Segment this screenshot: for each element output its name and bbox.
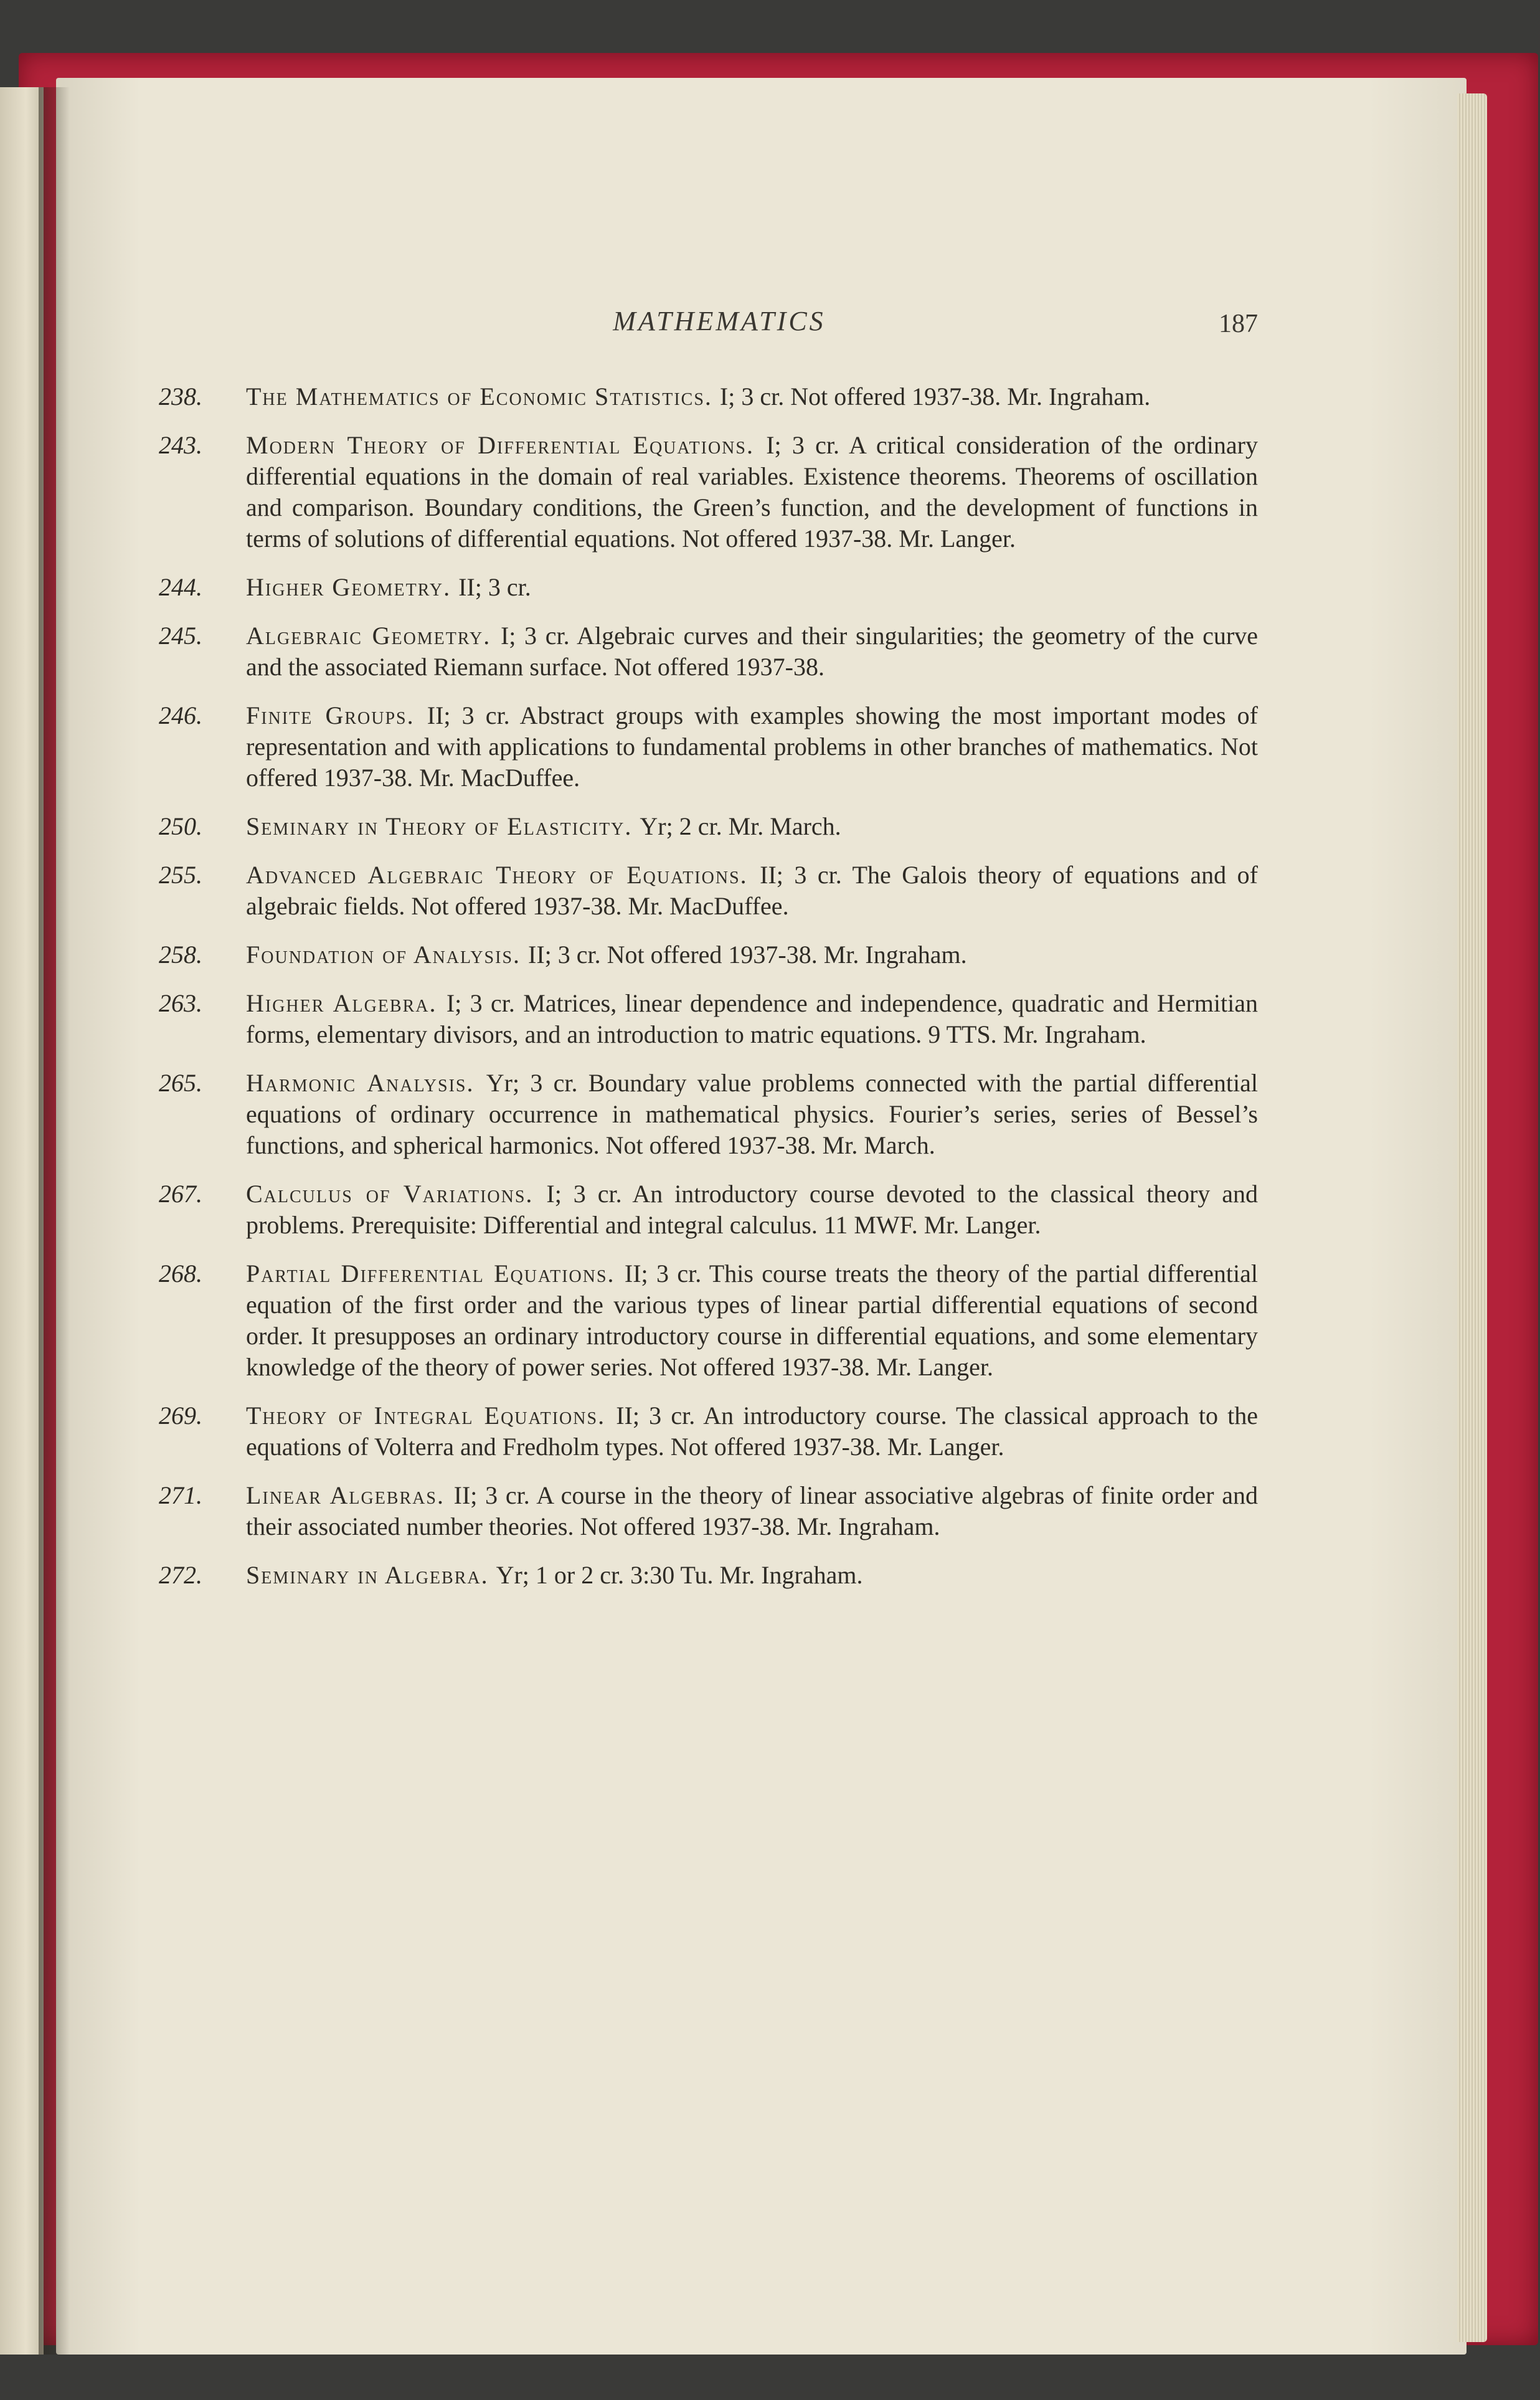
course-entry bbox=[159, 430, 1258, 554]
course-name: Partial Differential Equations. bbox=[246, 1259, 625, 1288]
course-entry bbox=[159, 1560, 1258, 1591]
course-entry bbox=[159, 1400, 1258, 1463]
course-entry bbox=[159, 860, 1258, 922]
course-name: Seminary in Theory of Elasticity. bbox=[246, 812, 640, 840]
course-name: Finite Groups. bbox=[246, 701, 427, 729]
course-number: 245. bbox=[159, 622, 202, 650]
course-description: II; 3 cr. bbox=[458, 573, 531, 601]
course-entry bbox=[159, 811, 1258, 842]
course-number: 258. bbox=[159, 941, 202, 969]
page-edges bbox=[1457, 93, 1487, 2342]
course-description: I; 3 cr. Algebraic curves and their singularities; the geometry of the curve and the associated Riemann surface. Not offered 1937-38. bbox=[246, 622, 1258, 681]
course-number: 244. bbox=[159, 573, 202, 601]
spine-shadow bbox=[39, 87, 70, 2355]
course-description: I; 3 cr. A critical consideration of the ordinary differential equations in the domain of real variables. Existence theorems. Theorems of oscillation and comparison. Boundary conditions, the Green’s function, and the development of functions in terms of solutions of differential equations. Not offered 1937-38. Mr. Langer. bbox=[246, 431, 1258, 553]
course-number: 255. bbox=[159, 861, 202, 889]
course-description: II; 3 cr. A course in the theory of linear associative algebras of finite order and their associated number theories. Not offered 1937-38. Mr. Ingraham. bbox=[246, 1481, 1258, 1540]
course-list bbox=[159, 381, 1258, 1608]
course-entry bbox=[159, 939, 1258, 970]
course-description: Yr; 2 cr. Mr. March. bbox=[640, 812, 841, 840]
course-description: II; 3 cr. Not offered 1937-38. Mr. Ingraham. bbox=[528, 941, 967, 969]
course-name: Linear Algebras. bbox=[246, 1481, 454, 1509]
course-number: 272. bbox=[159, 1561, 202, 1589]
course-description: II; 3 cr. An introductory course. The classical approach to the equations of Volterra and Fredholm types. Not offered 1937-38. Mr. Langer. bbox=[246, 1402, 1258, 1461]
course-number: 238. bbox=[159, 382, 202, 410]
course-number: 265. bbox=[159, 1069, 202, 1097]
course-description: II; 3 cr. This course treats the theory of the partial differential equation of the first order and the various types of linear partial differential equations of second order. It presupposes an ordinary introductory course in differential equations, and some elementary knowledge of the theory of power series. Not offered 1937-38. Mr. Langer. bbox=[246, 1259, 1259, 1381]
page-header bbox=[181, 305, 1258, 349]
course-entry bbox=[159, 1179, 1258, 1241]
course-entry bbox=[159, 1258, 1258, 1383]
course-number: 269. bbox=[159, 1402, 202, 1430]
course-number: 246. bbox=[159, 701, 202, 729]
course-entry bbox=[159, 700, 1258, 794]
course-entry bbox=[159, 620, 1258, 683]
course-number: 250. bbox=[159, 812, 202, 840]
course-number: 263. bbox=[159, 989, 202, 1017]
course-number: 243. bbox=[159, 431, 202, 459]
course-entry bbox=[159, 988, 1258, 1050]
course-name: Higher Geometry. bbox=[246, 573, 459, 601]
course-name: Harmonic Analysis. bbox=[246, 1069, 486, 1097]
course-description: Yr; 1 or 2 cr. 3:30 Tu. Mr. Ingraham. bbox=[496, 1561, 863, 1589]
course-number: 267. bbox=[159, 1180, 202, 1208]
course-number: 268. bbox=[159, 1259, 202, 1288]
course-name: Theory of Integral Equations. bbox=[246, 1402, 616, 1430]
page-number: 187 bbox=[1219, 310, 1258, 338]
course-description: I; 3 cr. An introductory course devoted to the classical theory and problems. Prerequisite: Differential and integral calculus. 11 MWF. Mr. Langer. bbox=[246, 1180, 1258, 1239]
course-entry bbox=[159, 381, 1258, 412]
course-description: I; 3 cr. Matrices, linear dependence and independence, quadratic and Hermitian forms, elementary divisors, and an introduction to matric equations. 9 TTS. Mr. Ingraham. bbox=[246, 989, 1258, 1048]
course-description: II; 3 cr. Abstract groups with examples showing the most important modes of representation and with applications to fundamental problems in other branches of mathematics. Not offered 1937-38. Mr. MacDuffee. bbox=[246, 701, 1258, 792]
course-entry bbox=[159, 572, 1258, 603]
course-name: Modern Theory of Differential Equations. bbox=[246, 431, 767, 459]
course-name: Advanced Algebraic Theory of Equations. bbox=[246, 861, 760, 889]
running-title: MATHEMATICS bbox=[613, 306, 826, 336]
course-name: Algebraic Geometry. bbox=[246, 622, 501, 650]
course-name: Seminary in Algebra. bbox=[246, 1561, 496, 1589]
course-name: Calculus of Variations. bbox=[246, 1180, 547, 1208]
course-name: Foundation of Analysis. bbox=[246, 941, 529, 969]
course-description: II; 3 cr. The Galois theory of equations and of algebraic fields. Not offered 1937-38. Mr. MacDuffee. bbox=[246, 861, 1258, 920]
previous-page-edge bbox=[0, 87, 44, 2355]
course-description: Yr; 3 cr. Boundary value problems connected with the partial differential equations of ordinary occurrence in mathematical physics. Fourier’s series, series of Bessel’s functions, and spherical harmonics. Not offered 1937-38. Mr. March. bbox=[246, 1069, 1258, 1159]
course-entry bbox=[159, 1480, 1258, 1542]
course-name: Higher Algebra. bbox=[246, 989, 446, 1017]
course-entry bbox=[159, 1068, 1258, 1161]
course-number: 271. bbox=[159, 1481, 202, 1509]
course-name: The Mathematics of Economic Statistics. bbox=[246, 382, 720, 410]
course-description: I; 3 cr. Not offered 1937-38. Mr. Ingraham. bbox=[719, 382, 1151, 410]
